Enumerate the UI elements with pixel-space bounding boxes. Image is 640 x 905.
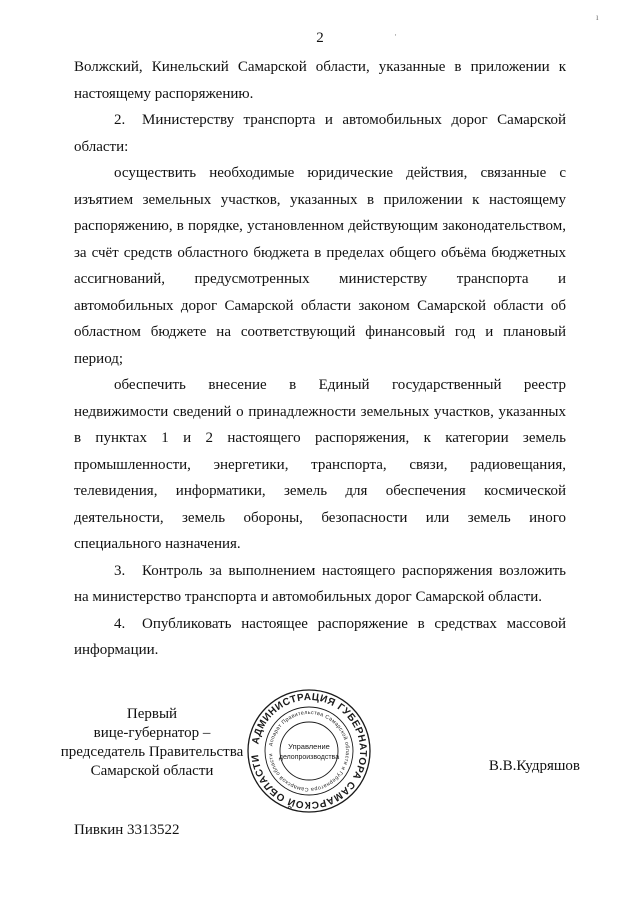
paragraph-item-2 [74, 107, 566, 160]
seal-outer-text: АДМИНИСТРАЦИЯ ГУБЕРНАТОРА САМАРСКОЙ ОБЛАСТИ [250, 691, 369, 811]
signatory-name: В.В.Кудряшов [488, 758, 580, 774]
document-body [74, 54, 566, 664]
item-number: 4. [114, 615, 126, 632]
scan-mark: ı [596, 12, 599, 22]
seal-inner-text: Аппарат Правительства Самарской области и Губернатора Самарской области [268, 709, 351, 793]
paragraph-item-4 [74, 611, 566, 664]
executor-contact: Пивкин 3313522 [74, 822, 180, 838]
scan-mark: · [394, 30, 397, 40]
paragraph-subitem: обеспечить внесение в Единый государственный реестр недвижимости сведений о принадлежности земельных участков, указанных в пунктах 1 и 2 настоящего распоряжения, к категории земель промышленности, энергетики, транспорта, связи, радиовещания, телевидения, информатики, земель для обеспечения космической деятельности, земель обороны, безопасности или земель иного специального назначения. [74, 377, 566, 552]
signatory-title-line: Первый [126, 706, 178, 722]
signatory-title [60, 705, 244, 781]
seal-center-line: Управление [288, 742, 330, 751]
paragraph-continuation: Волжский, Кинельский Самарской области, указанные в приложении к настоящему распоряжению. [74, 59, 566, 102]
page-number: 2 [316, 30, 324, 46]
item-number: 3. [114, 562, 126, 579]
paragraph-subitem: осуществить необходимые юридические действия, связанные с изъятием земельных участков, указанных в приложении к настоящему распоряжению, в порядке, установленном действующим законодательством, за счёт средств областного бюджета в пределах общего объёма бюджетных ассигнований, предусмотренных министерству транспорта и автомобильных дорог Самарской области законом Самарской области об областном бюджете на соответствующий финансовый год и плановый период; [74, 165, 566, 367]
signatory-title-line: Самарской области [90, 763, 214, 779]
seal-center-line: делопроизводства [278, 754, 340, 761]
official-seal [246, 688, 372, 814]
signatory-title-line: председатель Правительства [60, 744, 244, 760]
item-number: 2. [114, 112, 126, 128]
signatory-title-line: вице-губернатор – [93, 725, 211, 741]
item-text: Опубликовать настоящее распоряжение в средствах массовой информации. [74, 615, 566, 658]
paragraph-item-3 [74, 558, 566, 611]
item-text: Контроль за выполнением настоящего распоряжения возложить на министерство транспорта и автомобильных дорог Самарской области. [74, 562, 566, 605]
item-text: Министерству транспорта и автомобильных дорог Самарской области: [74, 112, 566, 155]
